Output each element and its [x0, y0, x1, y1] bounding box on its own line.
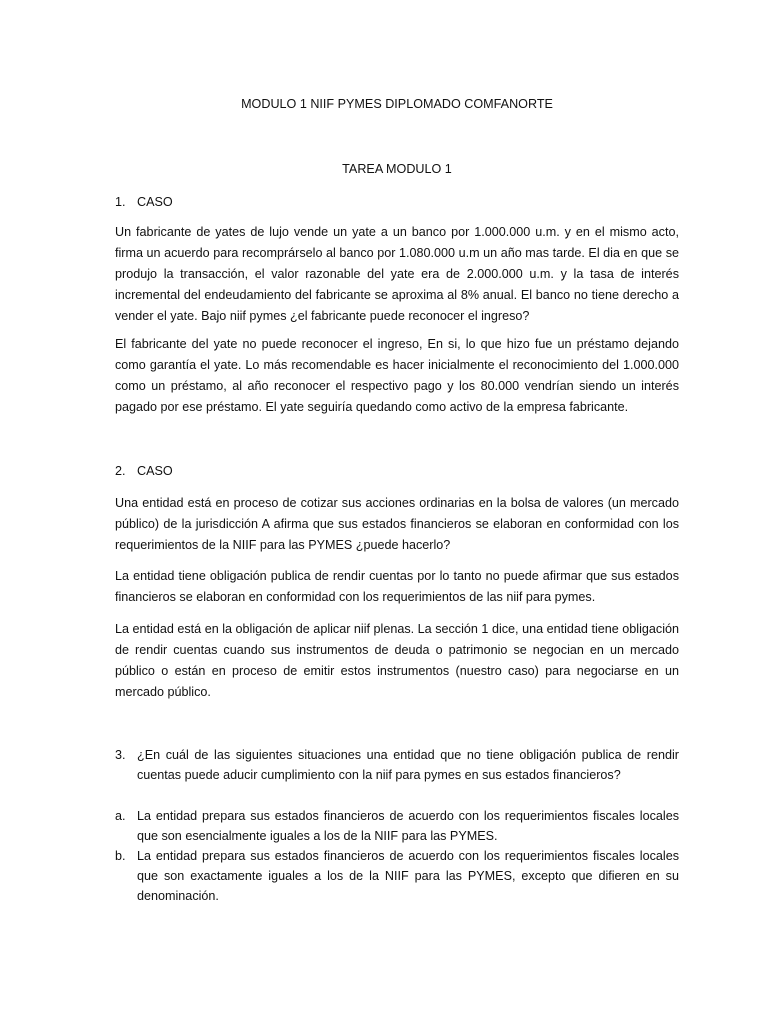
case-3-question-text: ¿En cuál de las siguientes situaciones una entidad que no tiene obligación publica de rendir cuentas puede aducir cumplimiento con la niif para pymes en sus estados financieros?	[137, 748, 679, 782]
case-2-answer-2: La entidad está en la obligación de aplicar niif plenas. La sección 1 dice, una entidad tiene obligación de rendir cuentas cuando sus instrumentos de deuda o patrimonio se negocian en un mercado público o están en proceso de emitir estos instrumentos (nuestro caso) para negociarse en un mercado público.	[115, 622, 679, 699]
case-2-heading	[115, 461, 173, 482]
case-3-number: 3.	[115, 748, 126, 762]
option-a-text: La entidad prepara sus estados financieros de acuerdo con los requerimientos fiscales locales que son esencialmente iguales a los de la NIIF para las PYMES.	[137, 809, 679, 843]
case-1-heading	[115, 192, 173, 213]
option-b-text: La entidad prepara sus estados financieros de acuerdo con los requerimientos fiscales locales que son exactamente iguales a los de la NIIF para las PYMES, excepto que difieren en su denominación.	[137, 849, 679, 903]
case-1-label: CASO	[137, 195, 173, 209]
case-2-label: CASO	[137, 464, 173, 478]
option-b-marker: b.	[115, 849, 126, 863]
case-3-question	[115, 745, 679, 785]
option-a-marker: a.	[115, 809, 126, 823]
case-1-number: 1.	[115, 195, 126, 209]
case-2-number: 2.	[115, 464, 126, 478]
case-3-option-b	[115, 846, 679, 906]
case-2-answer-1: La entidad tiene obligación publica de rendir cuentas por lo tanto no puede afirmar que sus estados financieros se elaboran en conformidad con los requerimientos de las niif para pymes.	[115, 569, 679, 604]
case-3-option-a	[115, 806, 679, 846]
document-subtitle: TAREA MODULO 1	[342, 162, 452, 176]
case-2-question: Una entidad está en proceso de cotizar sus acciones ordinarias en la bolsa de valores (un mercado público) de la jurisdicción A afirma que sus estados financieros se elaboran en conformidad con los requerimientos de la NIIF para las PYMES ¿puede hacerlo?	[115, 496, 679, 552]
case-1-question: Un fabricante de yates de lujo vende un yate a un banco por 1.000.000 u.m. y en el mismo acto, firma un acuerdo para recomprárselo al banco por 1.080.000 u.m un año mas tarde. El dia en que se produjo la transacción, el valor razonable del yate era de 2.000.000 u.m. y la tasa de interés incremental del endeudamiento del fabricante se aproxima al 8% anual. El banco no tiene derecho a vender el yate. Bajo niif pymes ¿el fabricante puede reconocer el ingreso?	[115, 225, 679, 323]
case-1-answer: El fabricante del yate no puede reconocer el ingreso, En si, lo que hizo fue un préstamo dejando como garantía el yate. Lo más recomendable es hacer inicialmente el reconocimiento del 1.000.000 como un préstamo, al año reconocer el respectivo pago y los 80.000 vendrían siendo un interés pagado por ese préstamo. El yate seguiría quedando como activo de la empresa fabricante.	[115, 337, 679, 414]
document-title: MODULO 1 NIIF PYMES DIPLOMADO COMFANORTE	[241, 97, 553, 111]
